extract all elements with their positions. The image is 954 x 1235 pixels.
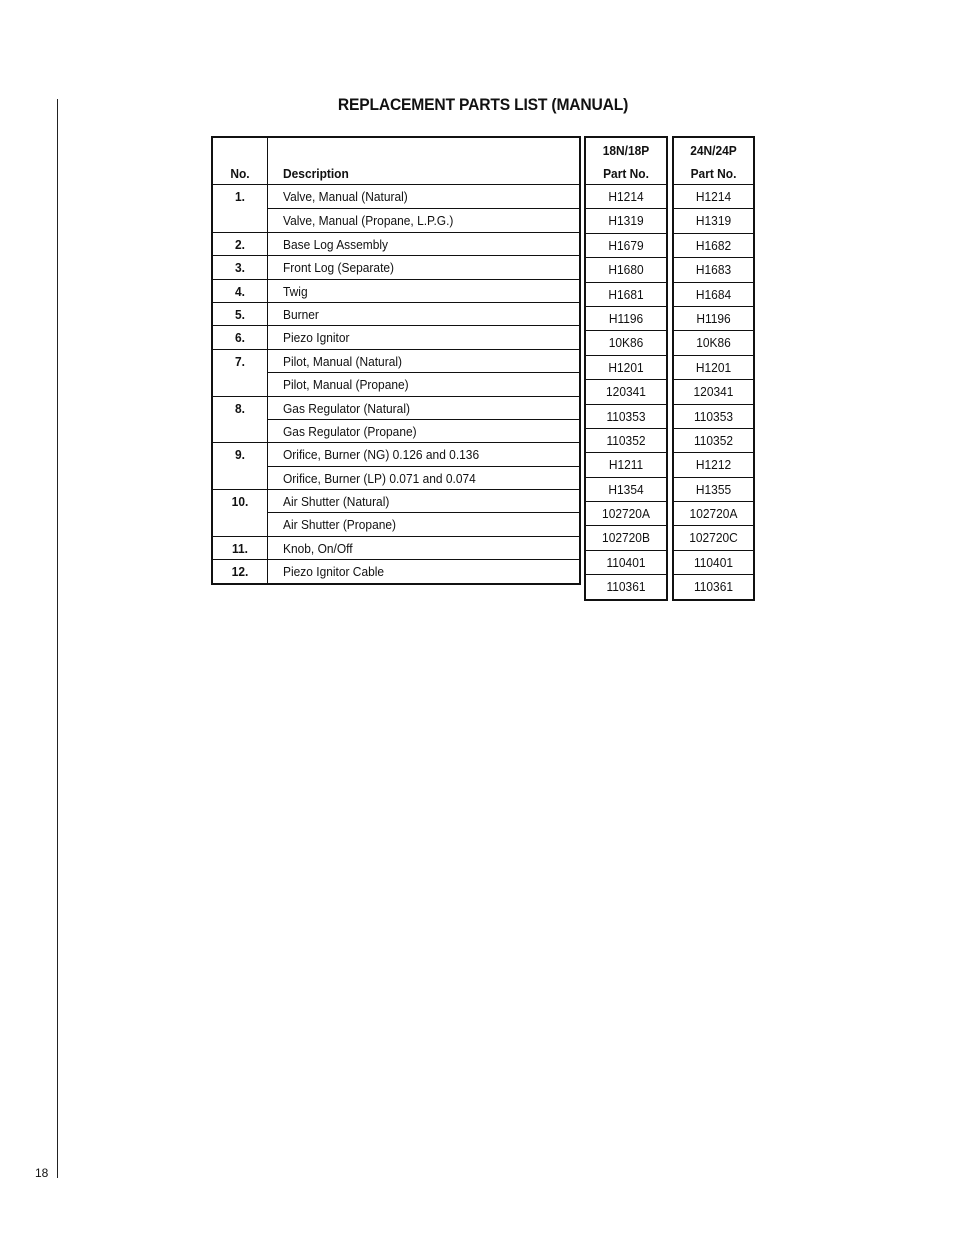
- part-number-24: 102720A: [689, 506, 738, 522]
- description-cell: [268, 489, 579, 512]
- item-number-cell: [213, 255, 268, 278]
- table-row: [674, 525, 753, 549]
- description-cell: [268, 396, 579, 419]
- item-number-cell: [213, 466, 268, 489]
- item-description: Gas Regulator (Propane): [283, 423, 417, 439]
- parts-table-24n-24p: [672, 136, 755, 601]
- description-cell: [268, 372, 579, 395]
- part-number-18: H1354: [608, 481, 644, 497]
- item-number-cell: [213, 419, 268, 442]
- table-row: [213, 536, 579, 559]
- part-number-24: H1682: [695, 237, 732, 253]
- description-cell: [268, 442, 579, 465]
- table-row: [213, 279, 579, 302]
- table-header: [213, 138, 579, 185]
- header-24-part-no: Part No.: [690, 166, 737, 181]
- table-row: [213, 325, 579, 348]
- part-number-18: 10K86: [608, 335, 644, 351]
- table-row: [213, 489, 579, 512]
- table-row: [586, 404, 666, 428]
- table-row: [586, 574, 666, 598]
- page-title: REPLACEMENT PARTS LIST (MANUAL): [337, 95, 629, 114]
- part-number-24: H1683: [695, 262, 732, 278]
- table-row: [586, 306, 666, 330]
- table-row: [586, 525, 666, 549]
- part-number-18: H1680: [608, 262, 644, 278]
- item-number: 1.: [235, 189, 245, 204]
- item-description: Piezo Ignitor Cable: [283, 564, 385, 580]
- part-number-24: H1201: [695, 359, 732, 375]
- item-number: 4.: [235, 283, 245, 299]
- description-cell: [268, 279, 579, 302]
- table-row: [586, 501, 666, 525]
- table-row: [674, 452, 753, 476]
- description-cell: [268, 255, 579, 278]
- table-body-24: [674, 185, 753, 599]
- margin-rule: [57, 99, 58, 1178]
- parts-table-18n-18p: [584, 136, 668, 601]
- item-number: 7.: [235, 353, 245, 369]
- table-row: [674, 233, 753, 257]
- table-row: [674, 379, 753, 403]
- part-number-18: H1681: [608, 286, 644, 302]
- item-description: Front Log (Separate): [283, 260, 395, 276]
- table-header-24: [674, 138, 753, 185]
- item-number-cell: [213, 325, 268, 348]
- table-header-18: [586, 138, 666, 185]
- item-description: Base Log Assembly: [283, 236, 389, 252]
- item-number-cell: [213, 279, 268, 302]
- item-description: Piezo Ignitor: [283, 330, 350, 346]
- table-row: [674, 574, 753, 598]
- item-description: Orifice, Burner (NG) 0.126 and 0.136: [283, 447, 480, 463]
- part-number-18: 110353: [606, 408, 646, 424]
- table-row: [586, 208, 666, 232]
- item-number-cell: [213, 536, 268, 559]
- part-number-24: 110352: [693, 432, 734, 448]
- table-row: [586, 257, 666, 281]
- description-cell: [268, 232, 579, 255]
- item-number: 12.: [231, 564, 249, 580]
- table-row: [674, 185, 753, 208]
- table-row: [586, 355, 666, 379]
- table-row: [674, 477, 753, 501]
- table-row: [586, 550, 666, 574]
- item-number: 10.: [231, 494, 249, 510]
- table-row: [213, 396, 579, 419]
- part-number-24: 102720C: [689, 530, 738, 546]
- description-cell: [268, 466, 579, 489]
- item-number-cell: [213, 232, 268, 255]
- table-row: [674, 208, 753, 232]
- item-number-cell: [213, 559, 268, 582]
- item-number-cell: [213, 512, 268, 535]
- item-number-cell: [213, 208, 268, 231]
- table-row: [586, 477, 666, 501]
- description-cell: [268, 349, 579, 372]
- part-number-24: H1212: [695, 457, 732, 473]
- table-row: [213, 372, 579, 395]
- item-number-cell: [213, 489, 268, 512]
- part-number-24: H1214: [695, 189, 732, 204]
- table-row: [674, 282, 753, 306]
- part-number-24: H1355: [695, 481, 732, 497]
- description-cell: [268, 302, 579, 325]
- table-row: [674, 330, 753, 354]
- item-description: Knob, On/Off: [283, 540, 353, 556]
- table-row: [586, 185, 666, 208]
- item-description: Air Shutter (Natural): [283, 494, 390, 510]
- header-24-model: 24N/24P: [690, 143, 737, 158]
- table-row: [674, 306, 753, 330]
- header-description-cell: [283, 138, 579, 184]
- item-description: Valve, Manual (Natural): [283, 189, 408, 204]
- item-number: 2.: [235, 236, 245, 252]
- part-number-24: 110361: [693, 579, 734, 595]
- item-description: Burner: [283, 306, 319, 322]
- description-cell: [268, 512, 579, 535]
- item-number-cell: [213, 372, 268, 395]
- item-description: Twig: [283, 283, 308, 299]
- part-number-18: H1214: [608, 189, 644, 204]
- table-row: [213, 232, 579, 255]
- header-no: No.: [230, 166, 250, 181]
- table-row: [674, 257, 753, 281]
- item-number-cell: [213, 185, 268, 208]
- part-number-18: 120341: [606, 384, 646, 400]
- table-row: [674, 550, 753, 574]
- item-number-cell: [213, 442, 268, 465]
- part-number-24: 110353: [693, 408, 734, 424]
- part-number-18: H1319: [608, 213, 644, 229]
- part-number-24: H1684: [695, 286, 732, 302]
- table-row: [586, 282, 666, 306]
- part-number-18: H1201: [608, 359, 644, 375]
- table-row: [213, 559, 579, 582]
- parts-table-description: [211, 136, 581, 585]
- item-description: Pilot, Manual (Natural): [283, 353, 402, 369]
- table-row: [213, 466, 579, 489]
- item-number: 9.: [235, 447, 245, 463]
- table-row: [213, 512, 579, 535]
- description-cell: [268, 325, 579, 348]
- part-number-18: 102720B: [602, 530, 650, 546]
- table-row: [213, 208, 579, 231]
- table-row: [586, 330, 666, 354]
- header-no-cell: [213, 138, 268, 184]
- table-row: [213, 349, 579, 372]
- table-row: [213, 185, 579, 208]
- part-number-18: 102720A: [602, 506, 650, 522]
- header-18-model: 18N/18P: [602, 143, 650, 158]
- part-number-24: H1319: [695, 213, 732, 229]
- part-number-24: 10K86: [696, 335, 731, 351]
- part-number-24: H1196: [696, 310, 731, 326]
- part-number-18: H1679: [608, 237, 644, 253]
- table-body: [213, 185, 579, 583]
- part-number-18: 110352: [606, 432, 646, 448]
- table-row: [213, 442, 579, 465]
- table-row: [674, 428, 753, 452]
- description-cell: [268, 559, 579, 582]
- part-number-18: 110401: [606, 554, 646, 570]
- part-number-24: 120341: [693, 384, 734, 400]
- part-number-18: H1196: [608, 310, 644, 326]
- table-row: [586, 233, 666, 257]
- item-number-cell: [213, 302, 268, 325]
- item-number: 8.: [235, 400, 245, 416]
- header-18-part-no: Part No.: [603, 166, 649, 181]
- part-number-18: H1211: [608, 457, 644, 473]
- item-description: Pilot, Manual (Propane): [283, 377, 409, 393]
- item-number: 11.: [232, 540, 248, 556]
- table-row: [213, 419, 579, 442]
- item-description: Gas Regulator (Natural): [283, 400, 410, 416]
- item-number: 6.: [235, 330, 245, 346]
- item-description: Valve, Manual (Propane, L.P.G.): [283, 213, 454, 229]
- table-row: [586, 428, 666, 452]
- table-row: [213, 255, 579, 278]
- table-row: [213, 302, 579, 325]
- table-row: [674, 404, 753, 428]
- item-description: Orifice, Burner (LP) 0.071 and 0.074: [283, 470, 476, 486]
- table-row: [674, 355, 753, 379]
- part-number-18: 110361: [606, 579, 646, 595]
- item-number-cell: [213, 396, 268, 419]
- header-description: Description: [283, 166, 349, 181]
- description-cell: [268, 536, 579, 559]
- page-number: 18: [35, 1166, 49, 1180]
- part-number-24: 110401: [693, 554, 734, 570]
- item-number: 3.: [235, 260, 245, 276]
- table-body-18: [586, 185, 666, 599]
- description-cell: [268, 419, 579, 442]
- item-number: 5.: [235, 306, 245, 322]
- table-row: [586, 452, 666, 476]
- description-cell: [268, 185, 579, 208]
- item-description: Air Shutter (Propane): [283, 517, 397, 533]
- description-cell: [268, 208, 579, 231]
- item-number-cell: [213, 349, 268, 372]
- table-row: [586, 379, 666, 403]
- table-row: [674, 501, 753, 525]
